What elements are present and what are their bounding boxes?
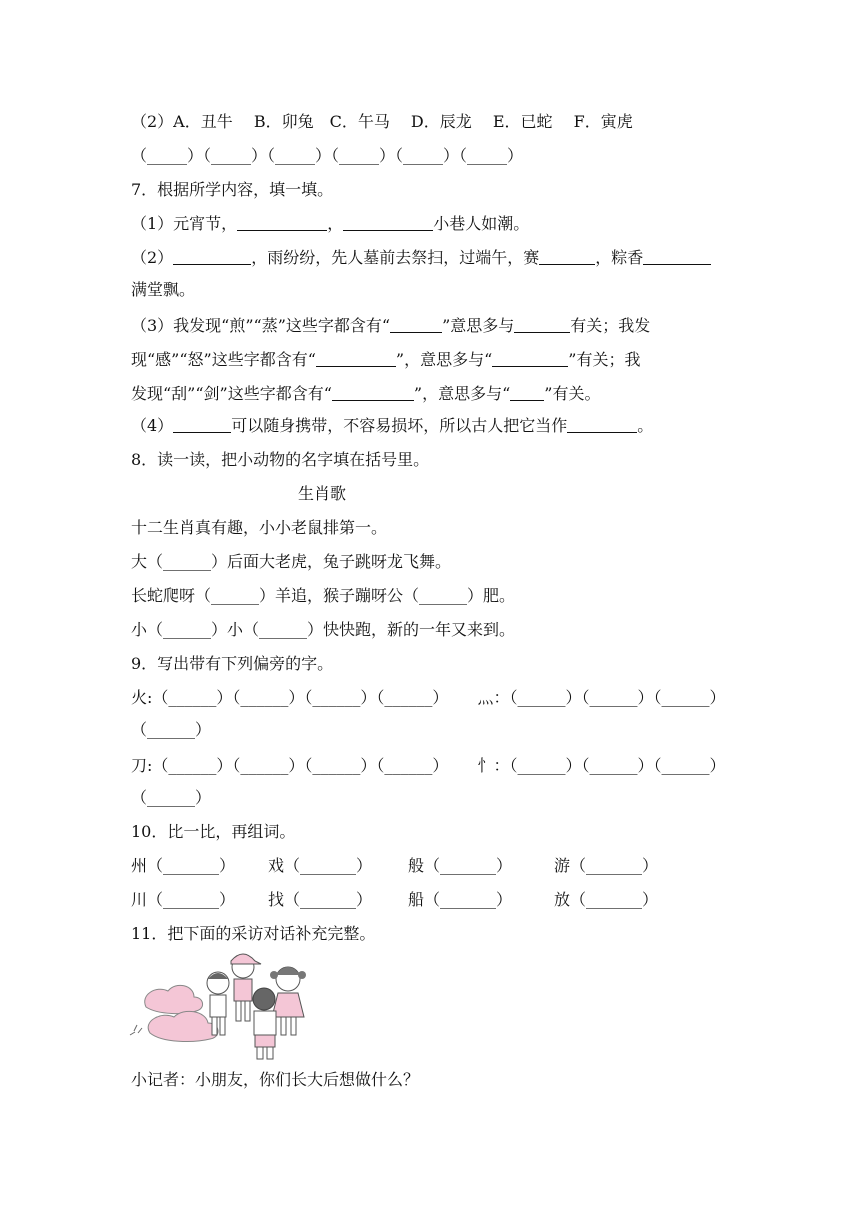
q7-line2: （2） ，雨纷纷，先人墓前去祭扫，过端午，赛 ，粽香 (131, 248, 711, 268)
q10-item[interactable]: 州（_______） (131, 856, 236, 875)
q7-line1: （1）元宵节， ， 小巷人如潮。 (131, 214, 530, 233)
blank[interactable] (237, 214, 327, 231)
q6-answer-blanks[interactable]: （_____）（_____）（_____）（_____）（_____）（_____） (131, 146, 524, 165)
q11-title: 11．把下面的采访对话补充完整。 (131, 924, 376, 943)
q9-radical-row-1[interactable]: 火:（______）（______）（______）（______） 灬：（______）（______）（______） (131, 688, 726, 707)
q7-line5: 现“感”“怒”这些字都含有“ ”，意思多与“ ”有关；我 (131, 350, 641, 369)
blank[interactable] (316, 350, 396, 367)
q10-item[interactable]: 游（_______） (554, 856, 659, 875)
poem-line-3[interactable]: 长蛇爬呀（______）羊追，猴子蹦呀公（______）肥。 (131, 586, 516, 605)
poem-line-2[interactable]: 大（______）后面大老虎，兔子跳呀龙飞舞。 (131, 552, 452, 571)
blank[interactable] (514, 316, 570, 333)
blank[interactable] (567, 416, 637, 433)
q10-item[interactable]: 放（_______） (554, 890, 659, 909)
q10-item[interactable]: 般（_______） (408, 856, 513, 875)
q10-item[interactable]: 船（_______） (408, 890, 513, 909)
blank[interactable] (492, 350, 568, 367)
blank[interactable] (510, 384, 544, 401)
q10-item[interactable]: 川（_______） (131, 890, 236, 909)
q7-line4: （3）我发现“煎”“蒸”这些字都含有“ ”意思多与 有关；我发 (131, 316, 651, 335)
q10-title: 10．比一比，再组词。 (131, 822, 296, 841)
q9-radical-row-1-cont[interactable]: （______） (131, 720, 212, 739)
blank[interactable] (173, 416, 231, 433)
reporter-question: 小记者：小朋友，你们长大后想做什么？ (131, 1070, 420, 1089)
blank[interactable] (343, 214, 433, 231)
children-illustration (128, 945, 333, 1065)
q7-line6: 发现“刮”“剑”这些字都含有“ ”，意思多与“ ”有关。 (131, 384, 601, 403)
blank[interactable] (173, 248, 251, 265)
q10-item[interactable]: 戏（_______） (268, 856, 373, 875)
q7-line3: 满堂飘。 (131, 280, 196, 299)
q7-title: 7．根据所学内容，填一填。 (131, 180, 334, 199)
q8-title: 8．读一读，把小动物的名字填在括号里。 (131, 450, 430, 469)
q6-options: （2）A．丑牛 B．卯兔 C．午马 D．辰龙 E．已蛇 F．寅虎 (131, 112, 633, 131)
q9-radical-row-2-cont[interactable]: （______） (131, 788, 212, 807)
blank[interactable] (390, 316, 442, 333)
q9-title: 9．写出带有下列偏旁的字。 (131, 654, 334, 673)
q10-item[interactable]: 找（_______） (268, 890, 373, 909)
poem-title: 生肖歌 (298, 484, 347, 503)
q7-line7: （4） 可以随身携带，不容易损坏，所以古人把它当作 。 (131, 416, 654, 435)
poem-line-1: 十二生肖真有趣，小小老鼠排第一。 (131, 518, 388, 537)
blank[interactable] (539, 248, 595, 265)
blank[interactable] (643, 248, 711, 265)
q9-radical-row-2[interactable]: 刀:（______）（______）（______）（______） 忄：（______）（______）（______） (131, 756, 726, 775)
blank[interactable] (332, 384, 414, 401)
poem-line-4[interactable]: 小（______）小（______）快快跑，新的一年又来到。 (131, 620, 516, 639)
